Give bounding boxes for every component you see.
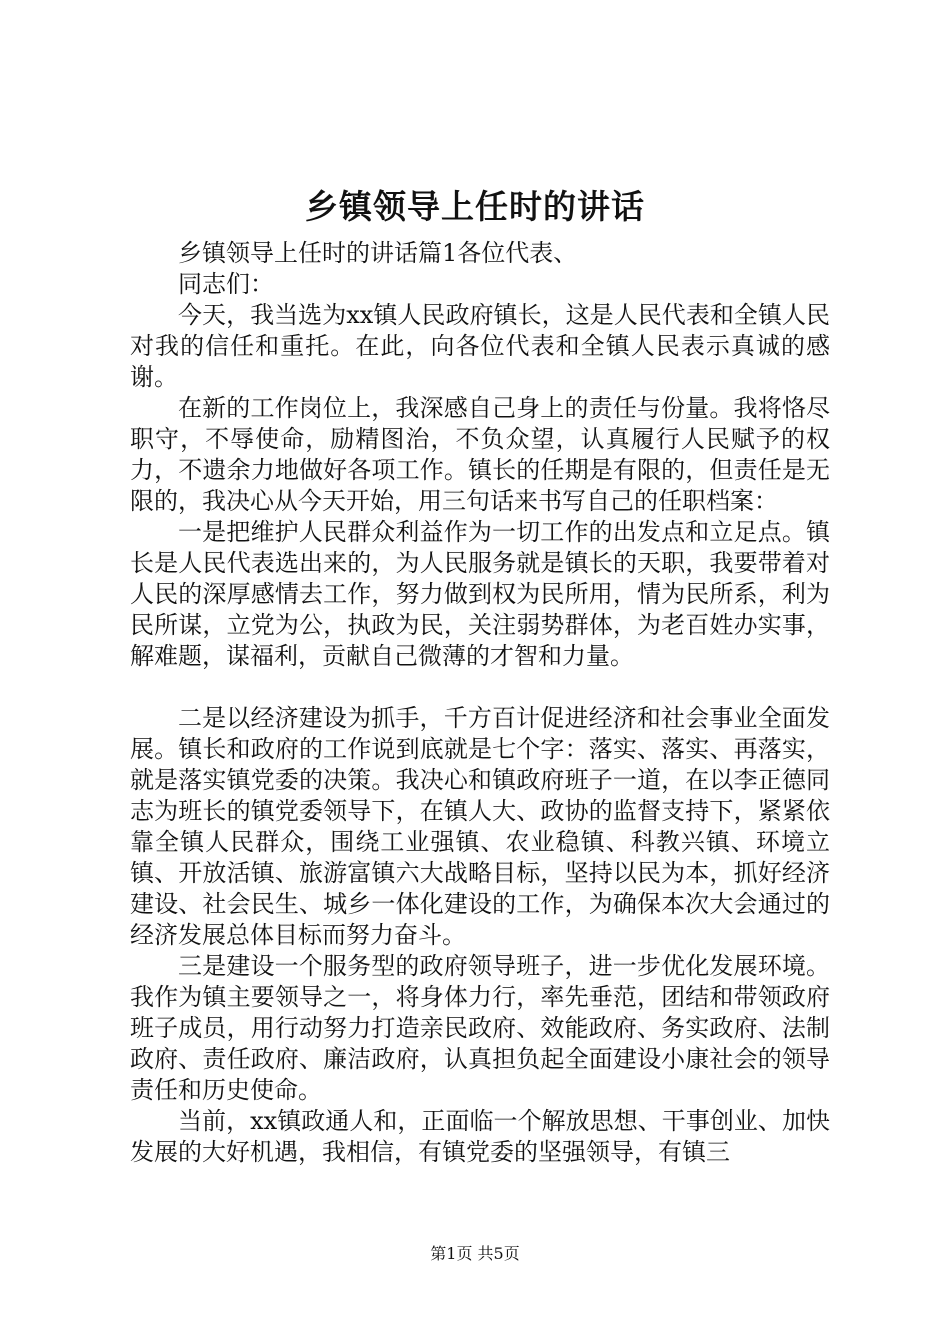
paragraph: 同志们： (178, 270, 274, 298)
paragraph: 今天，我当选为xx镇人民政府镇长，这是人民代表和全镇人民对我的信任和重托。在此，向各位代表和全镇人民表示真诚的感谢。 (130, 301, 830, 391)
page-footer: 第1页 共5页 (430, 1244, 520, 1263)
paragraph: 乡镇领导上任时的讲话篇1各位代表、 (178, 239, 578, 267)
paragraph: 当前，xx镇政通人和，正面临一个解放思想、干事创业、加快发展的大好机遇，我相信，有镇党委的坚强领导，有镇三 (130, 1107, 830, 1166)
paragraph: 二是以经济建设为抓手，千方百计促进经济和社会事业全面发展。镇长和政府的工作说到底就是七个字：落实、落实、再落实，就是落实镇党委的决策。我决心和镇政府班子一道，在以李正德同志为班长的镇党委领导下，在镇人大、政协的监督支持下，紧紧依靠全镇人民群众，围绕工业强镇、农业稳镇、科教兴镇、环境立镇、开放活镇、旅游富镇六大战略目标，坚持以民为本，抓好经济建设、社会民生、城乡一体化建设的工作，为确保本次大会通过的经济发展总体目标而努力奋斗。 (130, 704, 830, 949)
document-body (130, 238, 830, 1168)
paragraph: 在新的工作岗位上，我深感自己身上的责任与份量。我将恪尽职守，不辱使命，励精图治，不负众望，认真履行人民赋予的权力，不遗余力地做好各项工作。镇长的任期是有限的，但责任是无限的，我决心从今天开始，用三句话来书写自己的任职档案： (130, 394, 830, 515)
paragraph: 三是建设一个服务型的政府领导班子，进一步优化发展环境。我作为镇主要领导之一，将身体力行，率先垂范，团结和带领政府班子成员，用行动努力打造亲民政府、效能政府、务实政府、法制政府、责任政府、廉洁政府，认真担负起全面建设小康社会的领导责任和历史使命。 (130, 952, 830, 1104)
paragraph: 一是把维护人民群众利益作为一切工作的出发点和立足点。镇长是人民代表选出来的，为人民服务就是镇长的天职，我要带着对人民的深厚感情去工作，努力做到权为民所用，情为民所系，利为民所谋，立党为公，执政为民，关注弱势群体，为老百姓办实事，解难题，谋福利，贡献自己微薄的才智和力量。 (130, 518, 830, 670)
document-title: 乡镇领导上任时的讲话 (305, 187, 645, 226)
